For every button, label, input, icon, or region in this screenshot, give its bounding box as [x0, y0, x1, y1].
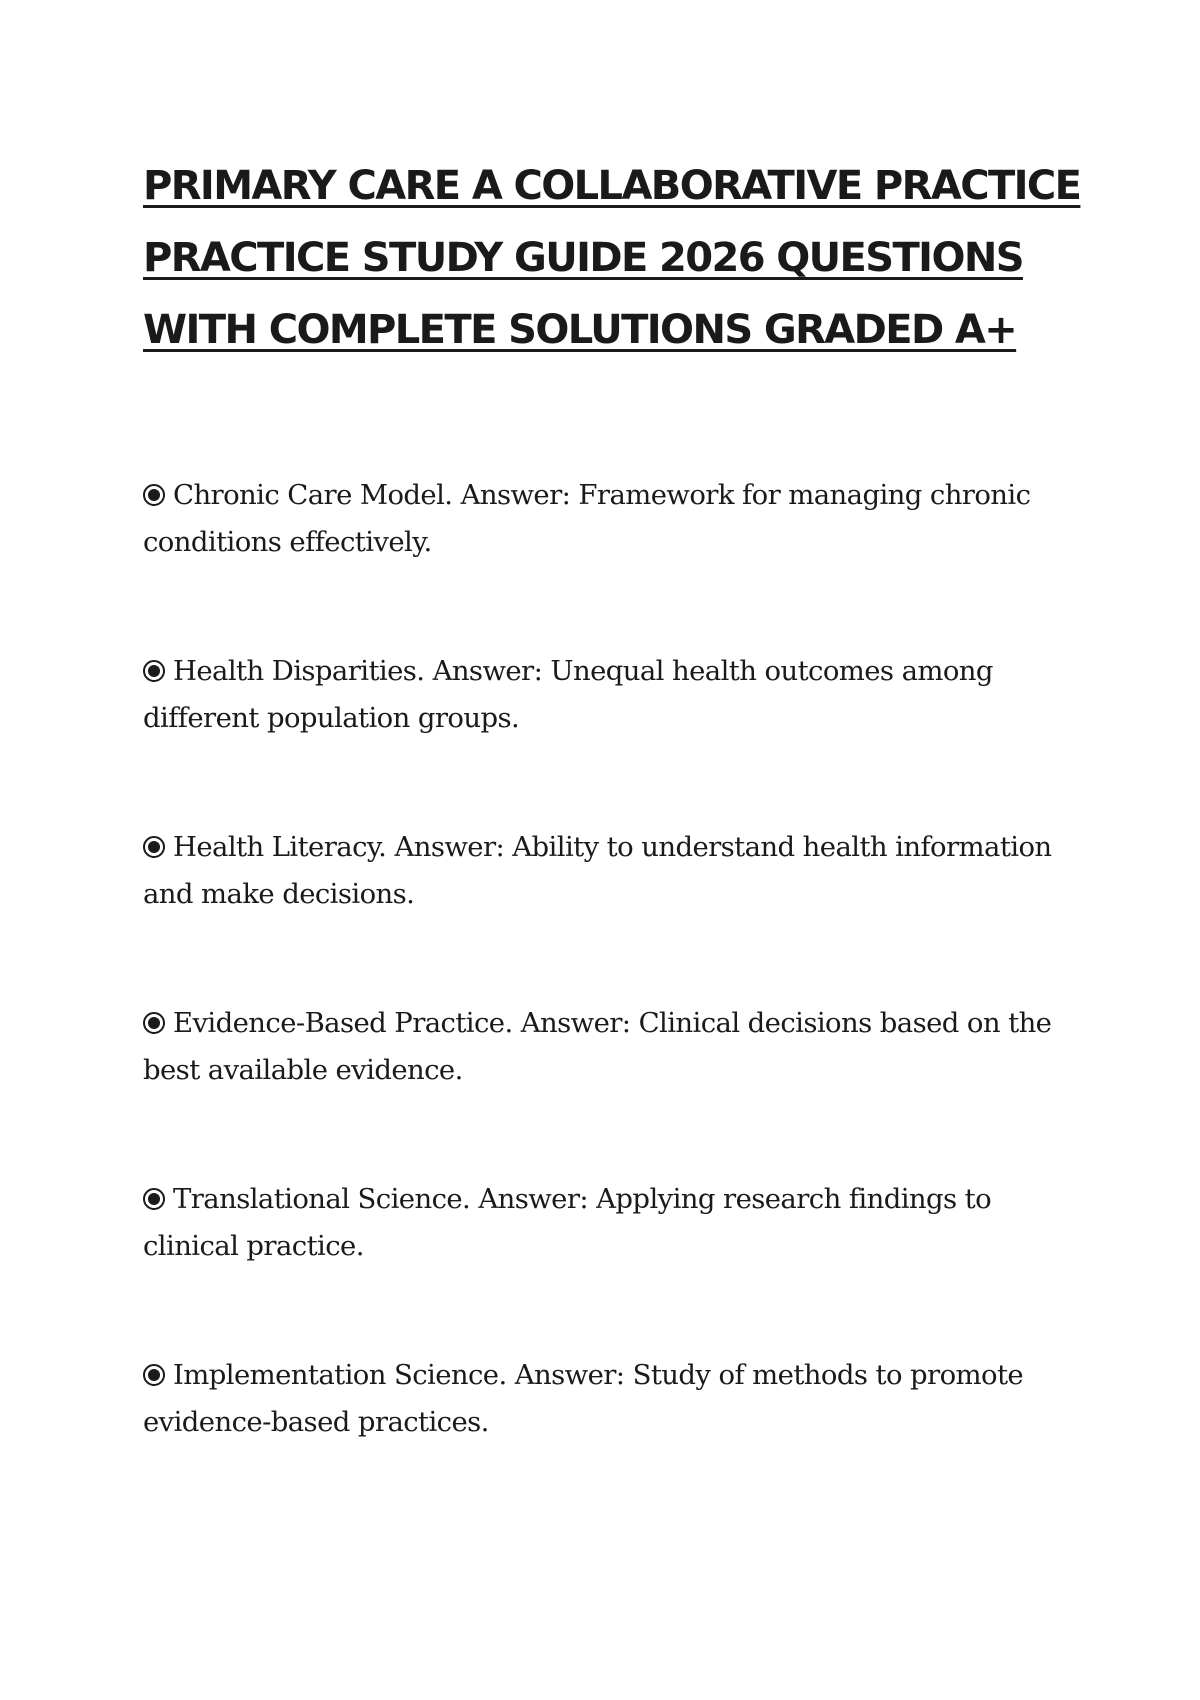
fisheye-bullet-icon [143, 836, 165, 858]
qa-item [143, 472, 1063, 566]
fisheye-bullet-icon [143, 1188, 165, 1210]
qa-text: Chronic Care Model. Answer: Framework for managing chronic conditions effectively. [143, 479, 1031, 558]
qa-text: Implementation Science. Answer: Study of methods to promote evidence-based practices. [143, 1359, 1024, 1438]
qa-list [143, 472, 1063, 1528]
title-line: PRACTICE STUDY GUIDE 2026 QUESTIONS [143, 235, 1023, 281]
qa-text: Health Literacy. Answer: Ability to understand health information and make decisions. [143, 831, 1052, 910]
title-line: WITH COMPLETE SOLUTIONS GRADED A+ [143, 307, 1017, 353]
title-line: PRIMARY CARE A COLLABORATIVE PRACTICE [143, 163, 1081, 209]
document-title [143, 150, 1083, 366]
qa-item [143, 648, 1063, 742]
fisheye-bullet-icon [143, 1364, 165, 1386]
qa-item [143, 824, 1063, 918]
qa-text: Evidence-Based Practice. Answer: Clinical decisions based on the best available evidence. [143, 1007, 1052, 1086]
qa-item [143, 1000, 1063, 1094]
qa-item [143, 1352, 1063, 1446]
qa-item [143, 1176, 1063, 1270]
qa-text: Translational Science. Answer: Applying research findings to clinical practice. [143, 1183, 992, 1262]
fisheye-bullet-icon [143, 484, 165, 506]
fisheye-bullet-icon [143, 1012, 165, 1034]
qa-text: Health Disparities. Answer: Unequal health outcomes among different population groups. [143, 655, 993, 734]
fisheye-bullet-icon [143, 660, 165, 682]
